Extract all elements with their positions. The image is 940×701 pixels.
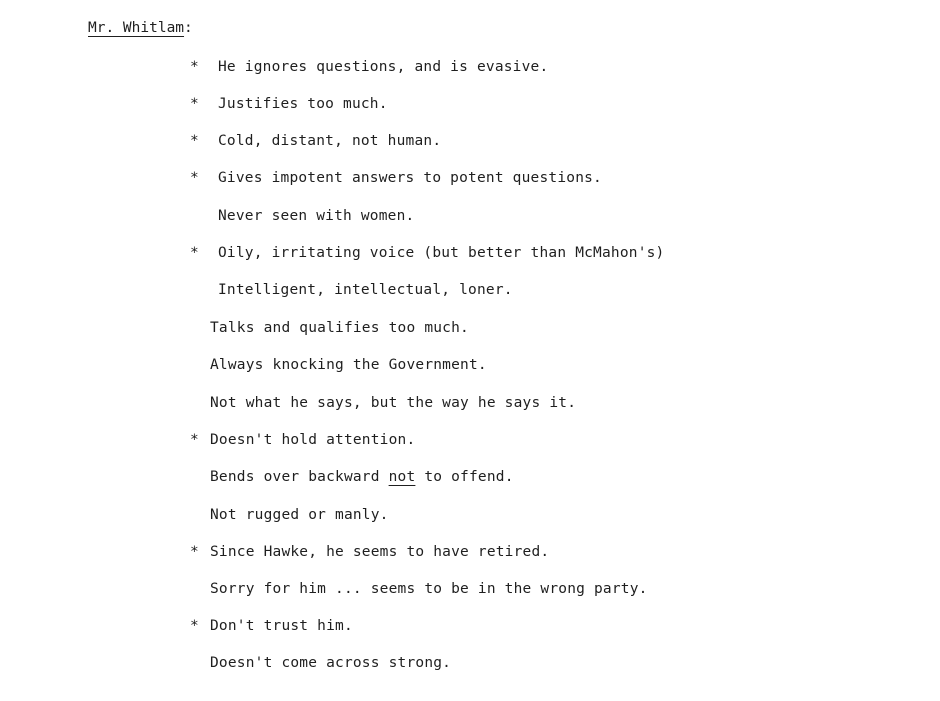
list-item: Justifies too much. xyxy=(218,96,388,112)
list-item: Oily, irritating voice (but better than McMahon's) xyxy=(218,245,665,261)
underlined-word: not xyxy=(388,469,416,485)
list-item: Intelligent, intellectual, loner. xyxy=(218,282,513,298)
heading-name: Mr. Whitlam xyxy=(88,20,185,36)
list-item: Since Hawke, he seems to have retired. xyxy=(210,544,550,560)
list-item-text-after: to offend. xyxy=(415,469,514,485)
list-item: Never seen with women. xyxy=(218,208,415,224)
list-item: Always knocking the Government. xyxy=(210,357,487,373)
asterisk-icon: * xyxy=(190,170,199,186)
list-item: Doesn't come across strong. xyxy=(210,655,452,671)
document-heading xyxy=(88,18,193,38)
list-item: Don't trust him. xyxy=(210,618,353,634)
list-item: Not what he says, but the way he says it. xyxy=(210,395,577,411)
asterisk-icon: * xyxy=(190,618,199,634)
heading-colon: : xyxy=(184,20,193,36)
asterisk-icon: * xyxy=(190,245,199,261)
asterisk-icon: * xyxy=(190,59,199,75)
list-item: Talks and qualifies too much. xyxy=(210,320,469,336)
asterisk-icon: * xyxy=(190,133,199,149)
asterisk-icon: * xyxy=(190,544,199,560)
list-item: Not rugged or manly. xyxy=(210,507,389,523)
list-item: He ignores questions, and is evasive. xyxy=(218,59,549,75)
list-item-text-before: Bends over backward xyxy=(210,469,389,485)
list-item: Doesn't hold attention. xyxy=(210,432,416,448)
list-item xyxy=(210,467,514,487)
asterisk-icon: * xyxy=(190,96,199,112)
asterisk-icon: * xyxy=(190,432,199,448)
list-item: Cold, distant, not human. xyxy=(218,133,442,149)
list-item: Sorry for him ... seems to be in the wrong party. xyxy=(210,581,648,597)
list-item: Gives impotent answers to potent questions. xyxy=(218,170,602,186)
